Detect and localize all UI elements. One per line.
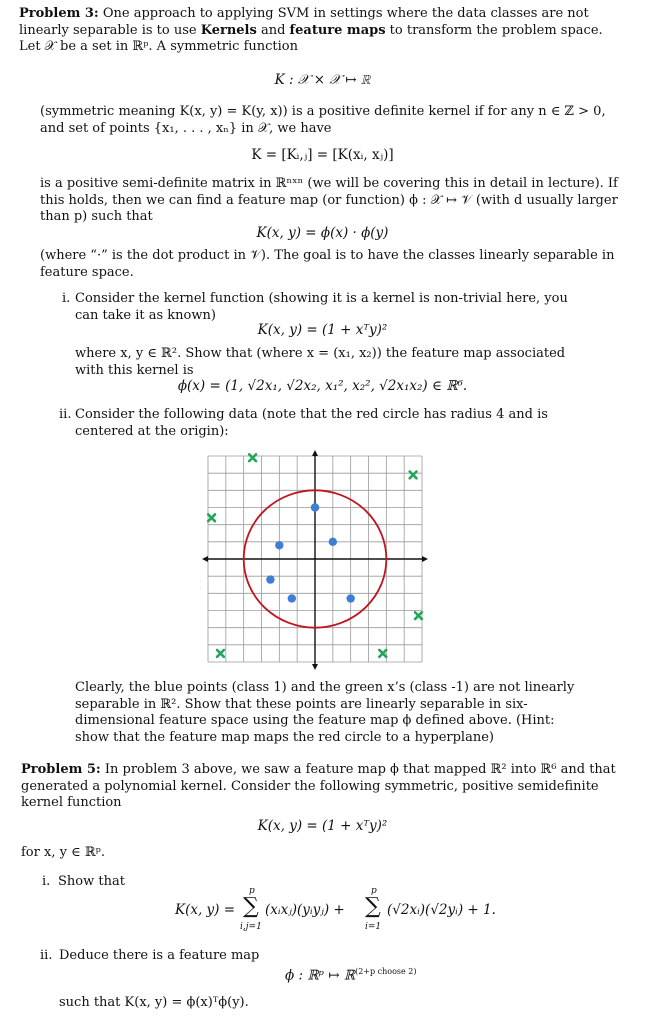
problem3-part-ii-conclusion: Clearly, the blue points (class 1) and the green x’s (class -1) are not linearly separable in ℝ². Show that these points are linearly separable in six-dimensional feature space using the feature map ϕ defined above. (Hint: show that the feature map maps the red circle to a hyperplane) <box>75 680 575 745</box>
problem3-term-kernels: Kernels <box>200 22 257 38</box>
problem3-part-i-text: Consider the kernel function (showing it is a kernel is non-trivial here, you can take it as known) <box>75 291 568 323</box>
sum2-lower-limit: i=1 <box>365 922 382 932</box>
equation-kernel-expansion <box>0 886 645 934</box>
class1-point <box>275 541 283 549</box>
problem3-part-ii-text: Consider the following data (note that the red circle has radius 4 and is centered at the origin): <box>75 407 548 439</box>
problem3-intro <box>19 6 624 56</box>
class-neg1-point <box>410 471 417 478</box>
class1-point <box>311 503 319 511</box>
problem3-intro-2: to transform the problem space. Let 𝒳 be a set in ℝᵖ. A symmetric function <box>19 22 603 54</box>
expansion-lhs: K(x, y) = <box>175 902 236 918</box>
problem3-part-ii-label: ii. <box>59 407 72 422</box>
class1-point <box>288 594 296 602</box>
problem3-intro-and: and <box>256 22 290 38</box>
paragraph-feature-map: is a positive semi-definite matrix in ℝⁿˣⁿ (we will be covering this in detail in lecture). If this holds, then we can find a feature map (or function) ϕ : 𝒳 ↦ 𝒱 (with d usually larger than p) such that <box>40 176 618 224</box>
sum1-body: (xᵢxⱼ)(yᵢyⱼ) + <box>265 902 345 918</box>
equation-gram-matrix: K = [Kᵢ,ⱼ] = [K(xᵢ, xⱼ)] <box>251 147 394 163</box>
class-neg1-point <box>415 612 422 619</box>
problem5-part-ii-text: Deduce there is a feature map <box>59 948 260 963</box>
x-axis-arrow-left <box>202 556 208 562</box>
axes <box>202 450 428 670</box>
problem3-term-feature-maps: feature maps <box>289 22 386 38</box>
feature-map-main: ϕ : ℝᵖ ↦ ℝ <box>285 967 356 984</box>
equation-dot-product: K(x, y) = ϕ(x) · ϕ(y) <box>256 225 389 241</box>
problem5-equation-polynomial-kernel: K(x, y) = (1 + xᵀy)² <box>257 818 388 834</box>
class1-point <box>346 594 354 602</box>
y-axis-arrow-down <box>312 664 318 670</box>
problem5-part-i-label: i. <box>42 874 51 889</box>
class1-point <box>266 575 274 583</box>
problem3-heading: Problem 3: <box>19 6 99 21</box>
problem5-such-that: such that K(x, y) = ϕ(x)ᵀϕ(y). <box>59 995 249 1010</box>
paragraph-goal: (where “·” is the dot product in 𝒱). The goal is to have the classes linearly separable in feature space. <box>40 248 615 280</box>
equation-kernel-type: K : 𝒳 × 𝒳 ↦ ℝ <box>274 72 371 88</box>
x-axis-arrow-right <box>422 556 428 562</box>
problem3-part-i-label: i. <box>62 291 71 306</box>
scatter-plot <box>200 450 430 672</box>
class-neg1-point <box>379 650 386 657</box>
equation-polynomial-kernel: K(x, y) = (1 + xᵀy)² <box>257 322 388 338</box>
sum2-sigma: ∑ <box>365 894 381 919</box>
equation-feature-map-dimension <box>285 967 417 984</box>
sum2-body: (√2xᵢ)(√2yᵢ) + 1. <box>387 902 496 918</box>
problem5-part-ii-label: ii. <box>40 948 53 963</box>
problem3-part-i-show: where x, y ∈ ℝ². Show that (where x = (x₁, x₂)) the feature map associated with this kernel is <box>75 346 566 378</box>
problem5-heading: Problem 5: <box>21 762 101 777</box>
class1-point <box>329 538 337 546</box>
problem5-for-text: for x, y ∈ ℝᵖ. <box>21 845 105 860</box>
equation-feature-map-phi: ϕ(x) = (1, √2x₁, √2x₂, x₁², x₂², √2x₁x₂) ∈ ℝ⁶. <box>177 378 468 394</box>
feature-map-exponent: (2+p choose 2) <box>355 967 417 976</box>
paragraph-positive-definite: (symmetric meaning K(x, y) = K(y, x)) is a positive definite kernel if for any n ∈ ℤ > 0, and set of points {x₁, . . . , xₙ} in 𝒳, we have <box>40 104 606 136</box>
problem3-intro-1: One approach to applying SVM in settings where the data classes are not linearly separable is to use <box>19 6 589 38</box>
sum1-sigma: ∑ <box>243 894 259 919</box>
y-axis-arrow-up <box>312 450 318 456</box>
problem5-intro-text: In problem 3 above, we saw a feature map ϕ that mapped ℝ² into ℝ⁶ and that generated a polynomial kernel. Consider the following symmetric, positive semidefinite kernel function <box>21 762 616 810</box>
sum1-lower-limit: i,j=1 <box>240 922 262 932</box>
class-neg1-point <box>208 514 215 521</box>
sum1-upper-limit: p <box>249 886 255 896</box>
sum2-upper-limit: p <box>371 886 377 896</box>
problem5-part-i-text: Show that <box>58 874 125 889</box>
problem5-intro <box>21 762 626 812</box>
class-neg1-point <box>249 454 256 461</box>
class-neg1-point <box>217 650 224 657</box>
points-layer <box>200 454 422 656</box>
